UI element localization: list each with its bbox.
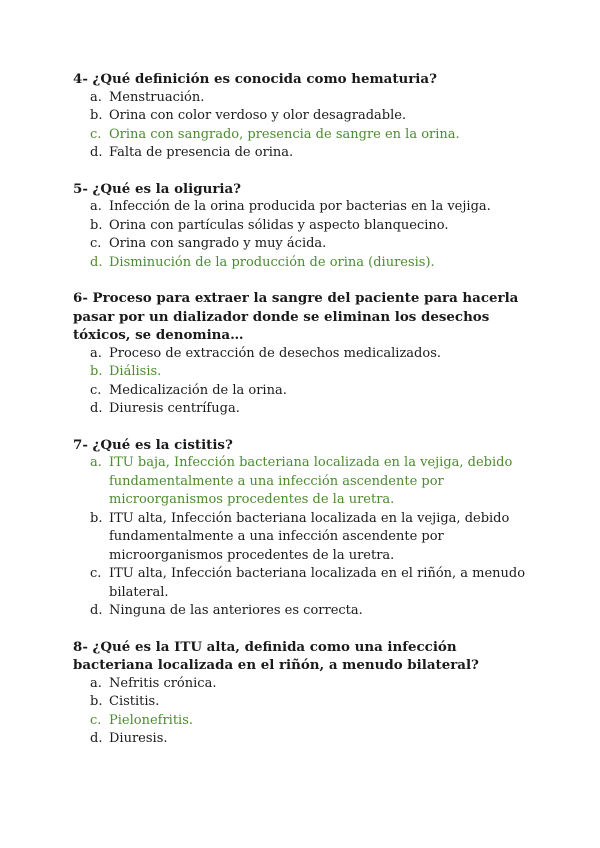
option-item (73, 510, 533, 566)
option-letter: d. (90, 731, 103, 746)
option-text: Nefritis crónica. (109, 675, 217, 691)
option-text: Pielonefritis. (109, 712, 194, 728)
option-letter: a. (90, 345, 102, 361)
option-item-correct (73, 454, 533, 510)
option-text: Medicalización de la orina. (109, 382, 287, 398)
option-text: Menstruación. (109, 89, 205, 105)
option-text: ITU baja, Infección bacteriana localizada en la vejiga, debido fundamentalmente a una infección ascendente por microorganismos procedentes de la uretra. (109, 455, 513, 507)
option-list (73, 454, 533, 621)
option-item (73, 198, 533, 217)
option-letter: d. (90, 603, 103, 618)
option-text: Orina con sangrado y muy ácida. (109, 236, 327, 251)
option-item (73, 382, 533, 401)
option-item-correct (73, 254, 533, 273)
option-letter: d. (90, 401, 103, 416)
option-item (73, 602, 533, 621)
option-text: Diuresis centrífuga. (109, 401, 240, 416)
option-text: Infección de la orina producida por bacterias en la vejiga. (109, 199, 491, 214)
option-item (73, 400, 533, 419)
question-7 (73, 436, 533, 621)
question-title: 7- ¿Qué es la cistitis? (73, 436, 233, 453)
option-letter: a. (90, 675, 102, 691)
option-letter: b. (90, 108, 103, 123)
quiz-page (73, 70, 533, 766)
question-title: 8- ¿Qué es la ITU alta, definida como una infección bacteriana localizada en el riñón, a menudo bilateral? (73, 638, 479, 673)
question-4 (73, 70, 533, 163)
option-text: Orina con partículas sólidas y aspecto blanquecino. (109, 217, 449, 233)
option-item (73, 730, 533, 749)
option-item-correct (73, 712, 533, 731)
option-list (73, 89, 533, 163)
option-item (73, 675, 533, 694)
option-item (73, 144, 533, 163)
option-list (73, 345, 533, 419)
option-text: ITU alta, Infección bacteriana localizada en el riñón, a menudo bilateral. (109, 566, 526, 600)
option-text: Orina con color verdoso y olor desagradable. (109, 108, 407, 123)
option-text: Disminución de la producción de orina (diuresis). (109, 254, 435, 270)
question-title: 4- ¿Qué definición es conocida como hematuria? (73, 71, 437, 87)
option-list (73, 675, 533, 749)
option-text: Falta de presencia de orina. (109, 145, 294, 160)
option-text: Diuresis. (109, 731, 168, 746)
option-item-correct (73, 126, 533, 145)
option-letter: c. (90, 382, 102, 398)
option-item (73, 345, 533, 364)
option-letter: b. (90, 694, 103, 709)
option-list (73, 198, 533, 272)
question-title: 5- ¿Qué es la oliguria? (73, 180, 241, 197)
option-letter: c. (90, 126, 102, 142)
option-text: Orina con sangrado, presencia de sangre en la orina. (109, 126, 460, 142)
question-5 (73, 180, 533, 273)
option-letter: c. (90, 566, 102, 581)
option-text: ITU alta, Infección bacteriana localizada en la vejiga, debido fundamentalmente a una infección ascendente por microorganismos procedentes de la uretra. (109, 510, 510, 563)
option-letter: d. (90, 145, 103, 160)
option-letter: b. (90, 510, 103, 526)
question-title: 6- Proceso para extraer la sangre del paciente para hacerla pasar por un dializador donde se eliminan los desechos tóxicos, se denomina… (73, 290, 519, 343)
option-item (73, 107, 533, 126)
option-item-correct (73, 363, 533, 382)
option-text: Ninguna de las anteriores es correcta. (109, 603, 363, 618)
option-item (73, 565, 533, 602)
option-item (73, 235, 533, 254)
option-item (73, 89, 533, 108)
option-letter: a. (90, 199, 102, 214)
option-letter: b. (90, 217, 103, 233)
option-text: Proceso de extracción de desechos medicalizados. (109, 345, 442, 361)
option-text: Cistitis. (109, 694, 160, 709)
option-item (73, 217, 533, 236)
option-letter: b. (90, 364, 103, 379)
question-8 (73, 638, 533, 749)
option-letter: c. (90, 712, 102, 728)
option-letter: a. (90, 455, 102, 470)
option-letter: a. (90, 89, 102, 105)
option-text: Diálisis. (109, 364, 162, 379)
option-letter: c. (90, 236, 102, 251)
option-item (73, 693, 533, 712)
option-letter: d. (90, 254, 103, 270)
question-6 (73, 289, 533, 419)
